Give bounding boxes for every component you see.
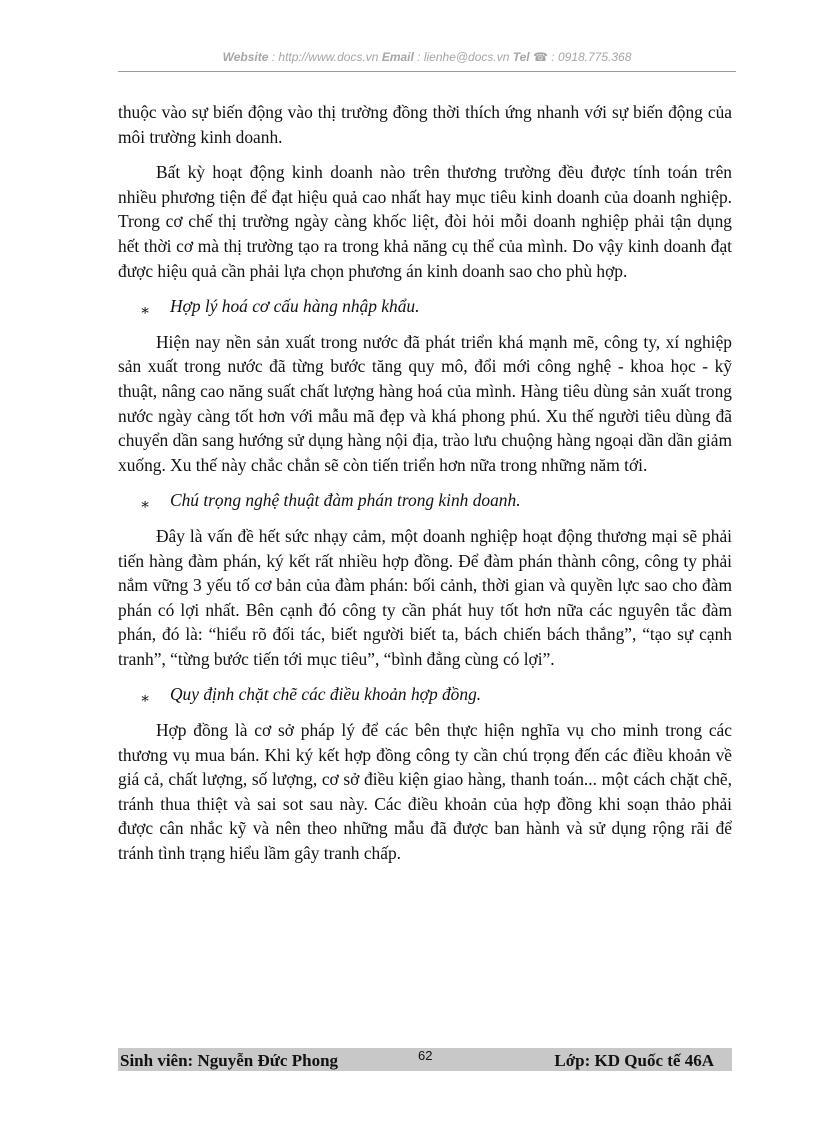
- tel-label: Tel: [512, 50, 530, 64]
- bullet-heading: [118, 488, 732, 513]
- paragraph: Hợp đồng là cơ sở pháp lý để các bên thực hiện nghĩa vụ cho minh trong các thương vụ mua bán. Khi ký kết hợp đồng công ty cần chú trọng đến các điều khoản về giá cả, chất lượng, số lượng, cơ sở điều kiện giao hàng, thanh toán... một cách chặt chẽ, tránh thua thiệt và sai sot sau này. Các điều khoản của hợp đồng khi soạn thảo phải được cân nhắc kỹ và nên theo những mẫu đã được ban hành và sử dụng rộng rãi để tránh tình trạng hiểu lầm gây tranh chấp.: [118, 720, 732, 864]
- website-value: : http://www.docs.vn: [271, 50, 379, 64]
- asterisk-bullet-icon: ∗: [140, 691, 151, 708]
- email-label: Email: [381, 50, 414, 64]
- paragraph-continued: thuộc vào sự biến động vào thị trường đồng thời thích ứng nhanh với sự biến động của môi trường kinh doanh.: [118, 102, 732, 147]
- bullet-heading: [118, 682, 732, 707]
- document-body: [118, 100, 732, 877]
- page-footer: [118, 1048, 732, 1071]
- telephone-icon: ☎: [533, 50, 548, 64]
- website-label: Website: [222, 50, 269, 64]
- footer-student-name: Sinh viên: Nguyễn Đức Phong: [120, 1051, 339, 1070]
- header-divider: [118, 71, 736, 72]
- tel-value: : 0918.775.368: [551, 50, 632, 64]
- footer-class: Lớp: KD Quốc tế 46A: [554, 1051, 714, 1070]
- page-number: 62: [418, 1048, 433, 1063]
- page-header: [118, 50, 736, 70]
- bullet-heading: [118, 294, 732, 319]
- paragraph: Bất kỳ hoạt động kinh doanh nào trên thương trường đều được tính toán trên nhiều phương tiện để đạt hiệu quả cao nhất hay mục tiêu kinh doanh của doanh nghiệp. Trong cơ chế thị trường ngày càng khốc liệt, đòi hỏi mỗi doanh nghiệp phải tận dụng hết thời cơ mà thị trường tạo ra trong khả năng cụ thể của mình. Do vậy kinh doanh đạt được hiệu quả cần phải lựa chọn phương án kinh doanh sao cho phù hợp.: [118, 162, 732, 281]
- asterisk-bullet-icon: ∗: [140, 303, 151, 320]
- asterisk-bullet-icon: ∗: [140, 497, 151, 514]
- bullet-heading-text: Chú trọng nghệ thuật đàm phán trong kinh doanh.: [170, 490, 521, 511]
- bullet-heading-text: Hợp lý hoá cơ cấu hàng nhập khẩu.: [170, 296, 420, 317]
- bullet-heading-text: Quy định chặt chẽ các điều khoản hợp đồng.: [170, 684, 482, 705]
- paragraph: Đây là vấn đề hết sức nhạy cảm, một doanh nghiệp hoạt động thương mại sẽ phải tiến hàng đàm phán, ký kết rất nhiều hợp đồng. Để đàm phán thành công, công ty phải nắm vững 3 yếu tố cơ bản của đàm phán: bối cảnh, thời gian và quyền lực sao cho đàm phán có lợi nhất. Bên cạnh đó công ty cần phát huy tốt hơn nữa các nguyên tắc đàm phán, đó là: “hiểu rõ đối tác, biết người biết ta, bách chiến bách thắng”, “tạo sự cạnh tranh”, “từng bước tiến tới mục tiêu”, “bình đẳng cùng có lợi”.: [118, 525, 732, 669]
- email-value: : lienhe@docs.vn: [417, 50, 510, 64]
- paragraph: Hiện nay nền sản xuất trong nước đã phát triển khá mạnh mẽ, công ty, xí nghiệp sản xuất trong nước đã từng bước tăng quy mô, đổi mới công nghệ - khoa học - kỹ thuật, nâng cao năng suất chất lượng hàng hoá của mình. Hàng tiêu dùng sản xuất trong nước ngày càng tốt hơn với mẫu mã đẹp và khá phong phú. Xu thế người tiêu dùng đã chuyển dần sang hướng sử dụng hàng nội địa, trào lưu chuộng hàng ngoại dần dần giảm xuống. Xu thế này chắc chắn sẽ còn tiến triển hơn nữa trong những năm tới.: [118, 331, 732, 475]
